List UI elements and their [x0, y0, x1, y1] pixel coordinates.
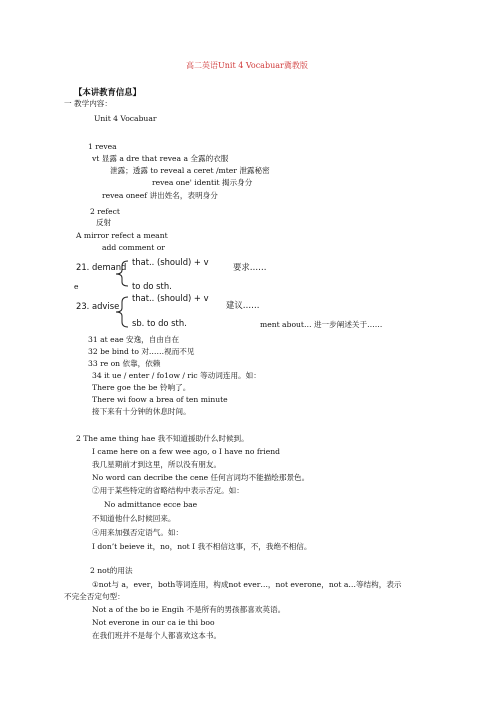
- word-demand: 21. demand: [76, 262, 127, 272]
- text-line: I came here on a few wee ago, o I have no friend: [92, 447, 280, 456]
- word-advise: 23. advise: [76, 301, 120, 311]
- text-line: 不完全否定句型：: [64, 592, 125, 601]
- text-line: add comment or: [102, 243, 165, 252]
- document-title: 高二英语Unit 4 Vocabuar冀教版: [186, 61, 308, 70]
- text-line: No admittance ecce bae: [104, 500, 198, 509]
- text-line: 我几星期前才到这里，所以没有朋友。: [92, 460, 222, 469]
- vocab-item-reveal: 1 revea: [88, 142, 117, 151]
- text-line: 在我们班并不是每个人都喜欢这本书。: [92, 631, 222, 640]
- text-line: 2 The ame thing hae 我不知道援助什么时候到。: [76, 434, 249, 443]
- text-line: 泄露；透露 to reveal a ceret /mter 泄露秘密: [110, 166, 270, 175]
- demand-meaning: 要求……: [233, 262, 267, 272]
- content-heading: 一 教学内容：: [64, 99, 112, 108]
- text-line: There goe the be 铃响了。: [92, 383, 191, 392]
- advise-pattern-object: sb. to do sth.: [132, 318, 187, 328]
- demand-pattern-that: that.. (should) + v: [132, 257, 209, 267]
- text-line: There wi foow a brea of ten minute: [92, 395, 228, 404]
- text-line: 31 at eae 安逸，自由自在: [88, 335, 180, 344]
- text-line: 33 re on 依靠，依赖: [88, 359, 161, 368]
- demand-pattern-infinitive: to do sth.: [132, 281, 172, 291]
- advise-pattern-that: that.. (should) + v: [132, 293, 209, 303]
- advise-meaning: 建议……: [226, 300, 260, 310]
- text-line: 接下来有十分钟的休息时间。: [92, 407, 191, 416]
- text-line: ④用来加强否定语气。如：: [92, 528, 184, 537]
- text-line: 32 be bind to 对……视而不见: [88, 347, 195, 356]
- text-line: ②用于某些特定的省略结构中表示否定。如：: [92, 486, 244, 495]
- text-line: 反射: [96, 218, 112, 227]
- text-line: ment about… 进一步阐述关于……: [260, 320, 383, 329]
- text-line: ①not与 a，ever，both等词连用，构成not ever…，not everone，not a…等结构，表示: [92, 580, 402, 589]
- text-line: I don’t beieve it，no，not I 我不相信这事，不，我绝不相信。: [92, 542, 312, 551]
- text-line: Not a of the bo ie Engih 不是所有的男孩都喜欢英语。: [92, 605, 286, 614]
- text-line: No word can decribe the cene 任何言词均不能描绘那景色。: [92, 473, 310, 482]
- text-line: e: [74, 282, 79, 291]
- text-line: A mirror refect a meant: [76, 231, 168, 240]
- vocab-item-reflect: 2 refect: [90, 207, 120, 216]
- text-line: 34 it ue / enter / fo1ow / ric 等动词连用。如：: [92, 371, 261, 380]
- text-line: Not everone in our ca ie thi boo: [92, 618, 215, 627]
- section-header: 【本讲教育信息】: [74, 87, 141, 97]
- text-line: 2 not的用法: [90, 566, 133, 575]
- unit-title: Unit 4 Vocabuar: [94, 114, 157, 123]
- text-line: revea one' identit 揭示身分: [152, 178, 253, 187]
- text-line: vt 显露 a dre that revea a 全露的衣服: [92, 154, 229, 163]
- text-line: revea oneef 讲出姓名，表明身分: [102, 191, 218, 200]
- text-line: 不知道他什么时候回来。: [92, 514, 176, 523]
